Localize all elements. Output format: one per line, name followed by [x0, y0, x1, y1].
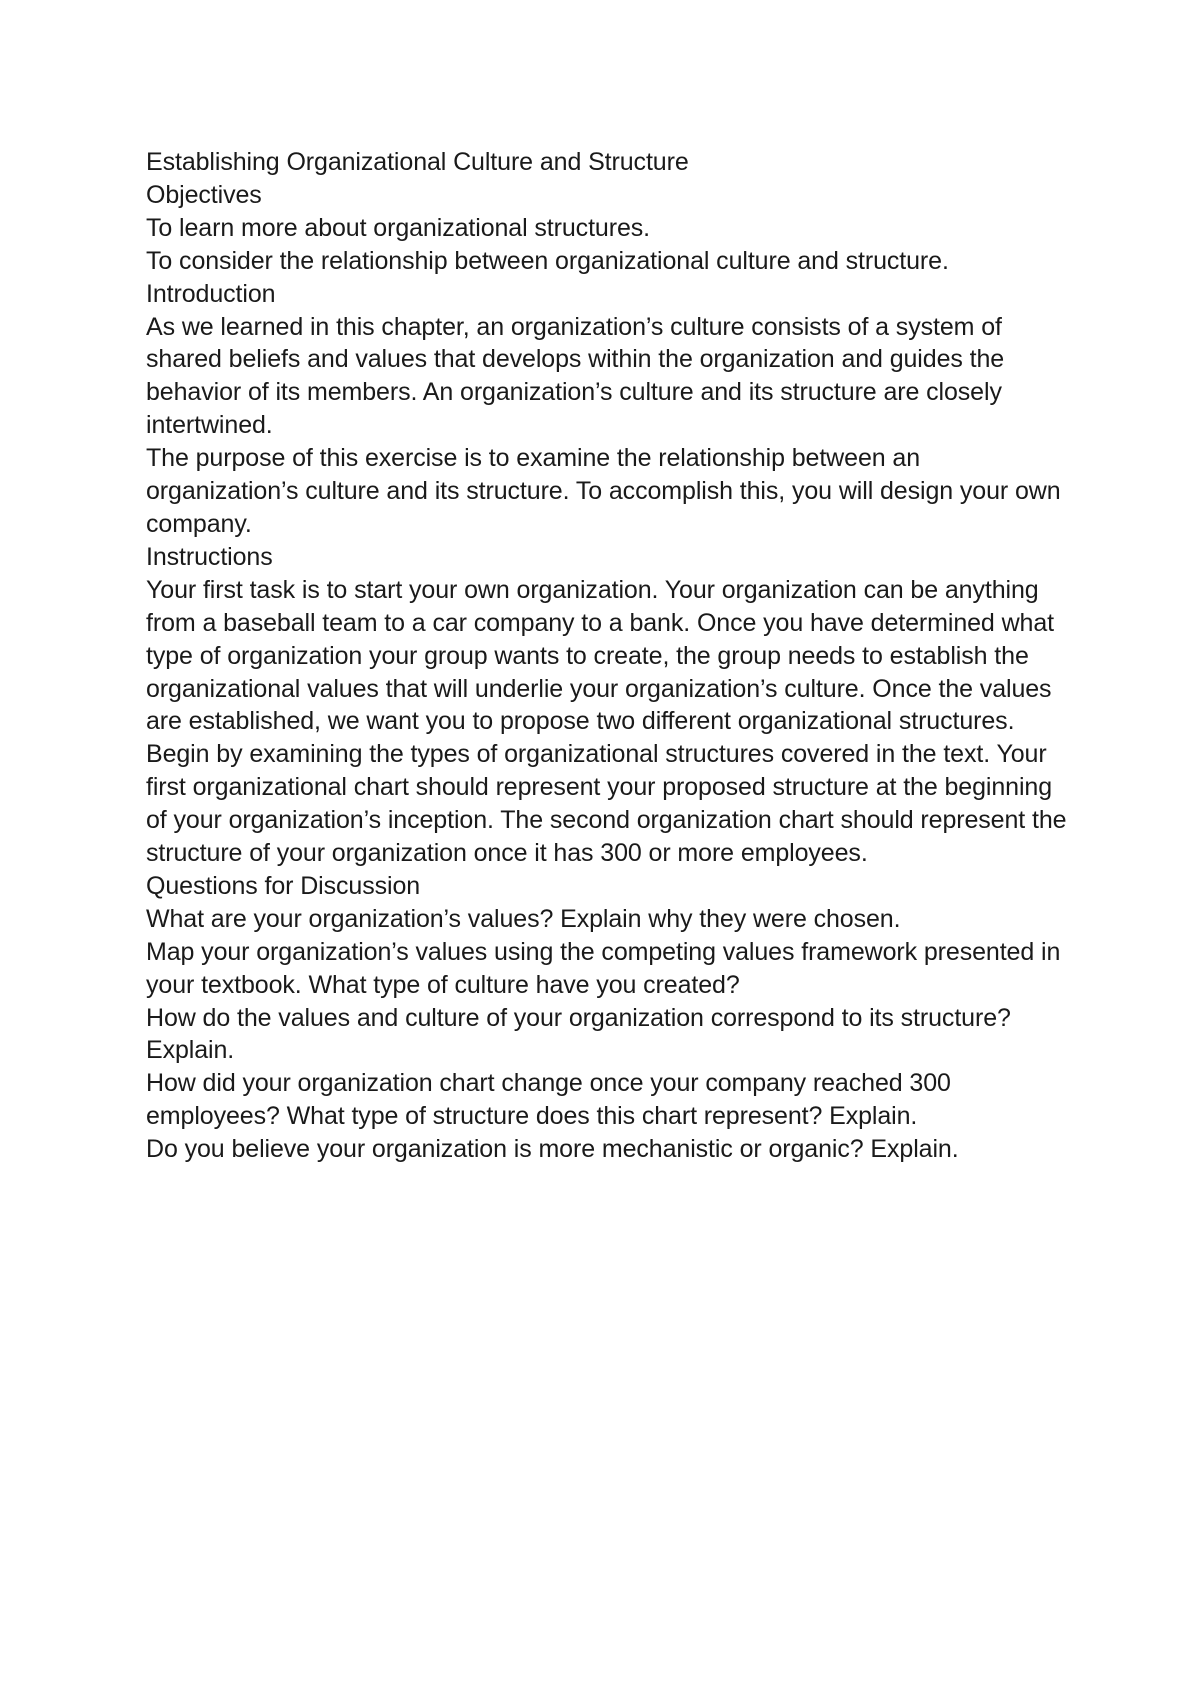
objectives-heading: Objectives: [146, 180, 262, 209]
question-item: How do the values and culture of your organization correspond to its structure? Explain.: [146, 1003, 1011, 1065]
instructions-heading: Instructions: [146, 542, 273, 571]
introduction-heading: Introduction: [146, 279, 276, 308]
question-item: Map your organization’s values using the competing values framework presented in your textbook. What type of culture have you created?: [146, 937, 1061, 999]
question-item: How did your organization chart change once your company reached 300 employees? What type of structure does this chart represent? Explain.: [146, 1069, 951, 1131]
instructions-paragraph: Your first task is to start your own organization. Your organization can be anything from a baseball team to a car company to a bank. Once you have determined what type of organization your group wants to create, the group needs to establish the organizational values that will underlie your organization’s culture. Once the values are established, we want you to propose two different organizational structures. Begin by examining the types of organizational structures covered in the text. Your first organizational chart should represent your proposed structure at the beginning of your organization’s inception. The second organization chart should represent the structure of your organization once it has 300 or more employees.: [146, 575, 1067, 868]
objective-item: To learn more about organizational structures.: [146, 213, 651, 242]
questions-heading: Questions for Discussion: [146, 871, 421, 900]
document-body: [146, 146, 1076, 1166]
introduction-paragraph: The purpose of this exercise is to examine the relationship between an organization’s culture and its structure. To accomplish this, you will design your own company.: [146, 444, 1061, 538]
question-item: Do you believe your organization is more mechanistic or organic? Explain.: [146, 1135, 959, 1164]
document-title: Establishing Organizational Culture and Structure: [146, 148, 689, 176]
introduction-paragraph: As we learned in this chapter, an organization’s culture consists of a system of shared beliefs and values that develops within the organization and guides the behavior of its members. An organization’s culture and its structure are closely intertwined.: [146, 312, 1005, 440]
question-item: What are your organization’s values? Explain why they were chosen.: [146, 904, 901, 933]
objective-item: To consider the relationship between organizational culture and structure.: [146, 246, 949, 275]
